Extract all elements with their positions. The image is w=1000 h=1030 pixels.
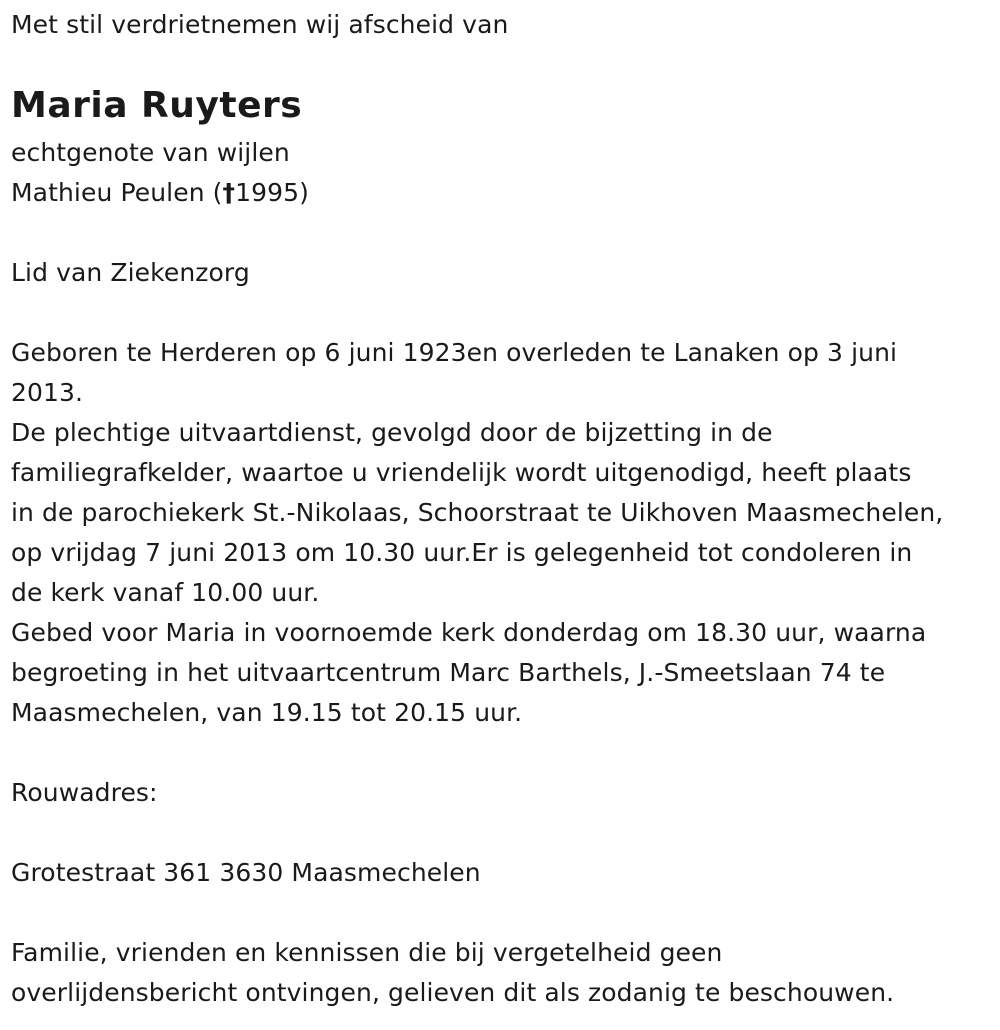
body-line: De plechtige uitvaartdienst, gevolgd door de bijzetting in de [11,418,773,447]
closing-line: Familie, vrienden en kennissen die bij vergetelheid geen [11,938,723,967]
spouse-death-year: 1995) [235,178,310,207]
cross-icon: † [222,178,236,207]
body-line: familiegrafkelder, waartoe u vriendelijk wordt uitgenodigd, heeft plaats [11,458,912,487]
membership-text: Lid van Ziekenzorg [11,258,250,287]
spouse-name: Mathieu Peulen ( [11,178,223,207]
body-line: in de parochiekerk St.-Nikolaas, Schoorstraat te Uikhoven Maasmechelen, [11,498,944,527]
body-line: begroeting in het uitvaartcentrum Marc Barthels, J.-Smeetslaan 74 te [11,658,886,687]
spouse-relation: echtgenote van wijlen [11,138,290,167]
body-line: Gebed voor Maria in voornoemde kerk donderdag om 18.30 uur, waarna [11,618,927,647]
body-line: de kerk vanaf 10.00 uur. [11,578,320,607]
body-line: Maasmechelen, van 19.15 tot 20.15 uur. [11,698,523,727]
deceased-name: Maria Ruyters [11,85,303,126]
closing-line: overlijdensbericht ontvingen, gelieven dit als zodanig te beschouwen. [11,978,895,1007]
address-label: Rouwadres: [11,778,158,807]
body-line: Geboren te Herderen op 6 juni 1923en overleden te Lanaken op 3 juni [11,338,898,367]
body-line: op vrijdag 7 juni 2013 om 10.30 uur.Er is gelegenheid tot condoleren in [11,538,913,567]
body-line: 2013. [11,378,84,407]
mourning-address: Grotestraat 361 3630 Maasmechelen [11,858,481,887]
intro-text: Met stil verdrietnemen wij afscheid van [11,10,509,39]
spouse-name-line [11,173,309,213]
